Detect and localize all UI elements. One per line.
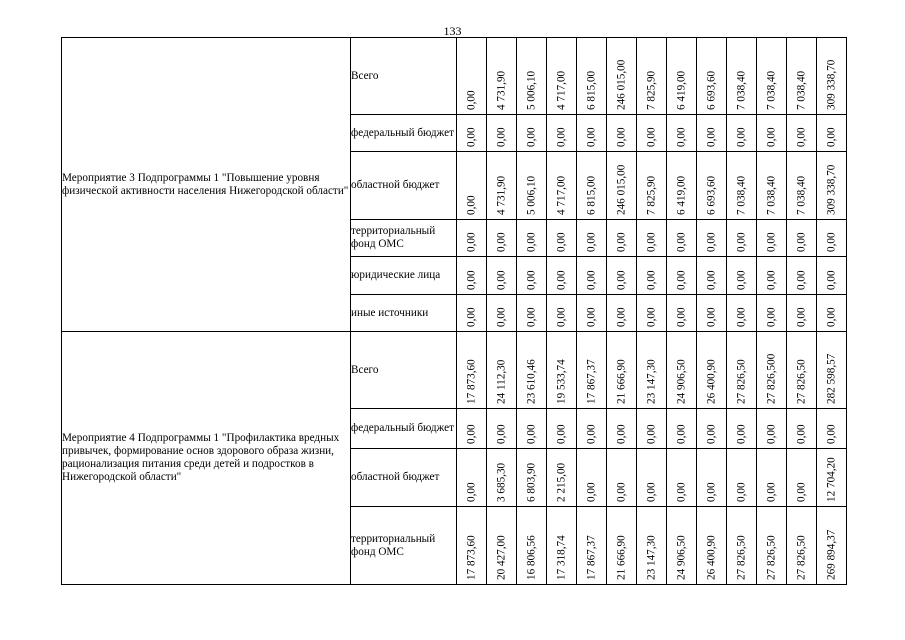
- amount-cell: [817, 152, 847, 220]
- amount-cell: [727, 38, 757, 115]
- amount-cell: [487, 152, 517, 220]
- amount-value: 0,00: [765, 482, 777, 502]
- amount-value: 0,00: [585, 232, 597, 252]
- amount-cell: [577, 449, 607, 507]
- amount-value: 7 038,40: [735, 175, 747, 215]
- amount-cell: [667, 449, 697, 507]
- amount-value: 7 038,40: [765, 70, 777, 110]
- amount-value: 0,00: [615, 307, 627, 327]
- amount-cell: [817, 115, 847, 152]
- amount-cell: [637, 409, 667, 449]
- amount-value: 0,00: [675, 270, 687, 290]
- amount-cell: [637, 38, 667, 115]
- amount-cell: [517, 449, 547, 507]
- amount-value: 0,00: [615, 232, 627, 252]
- amount-cell: [607, 332, 637, 409]
- amount-value: 19 533,74: [555, 359, 567, 404]
- amount-cell: [667, 220, 697, 257]
- amount-cell: [697, 507, 727, 585]
- amount-value: 0,00: [495, 127, 507, 147]
- amount-cell: [787, 152, 817, 220]
- amount-cell: [757, 152, 787, 220]
- amount-value: 0,00: [465, 127, 477, 147]
- amount-value: 4 717,00: [555, 175, 567, 215]
- amount-cell: [487, 507, 517, 585]
- amount-cell: [727, 409, 757, 449]
- amount-value: 6 419,00: [675, 70, 687, 110]
- amount-value: 0,00: [525, 270, 537, 290]
- amount-cell: [607, 449, 637, 507]
- amount-value: 0,00: [675, 232, 687, 252]
- amount-cell: [697, 38, 727, 115]
- amount-cell: [607, 38, 637, 115]
- amount-value: 0,00: [555, 424, 567, 444]
- amount-cell: [487, 449, 517, 507]
- amount-value: 0,00: [585, 307, 597, 327]
- amount-cell: [457, 115, 487, 152]
- amount-cell: [487, 257, 517, 295]
- amount-cell: [607, 220, 637, 257]
- amount-cell: [517, 220, 547, 257]
- amount-cell: [457, 507, 487, 585]
- amount-cell: [757, 507, 787, 585]
- amount-cell: [697, 152, 727, 220]
- amount-cell: [637, 257, 667, 295]
- amount-cell: [697, 332, 727, 409]
- amount-value: 0,00: [735, 482, 747, 502]
- amount-value: 0,00: [525, 307, 537, 327]
- amount-value: 26 400,90: [705, 535, 717, 580]
- amount-cell: [667, 507, 697, 585]
- amount-value: 0,00: [705, 270, 717, 290]
- amount-value: 0,00: [615, 482, 627, 502]
- amount-cell: [757, 449, 787, 507]
- amount-cell: [757, 409, 787, 449]
- amount-value: 0,00: [615, 424, 627, 444]
- amount-value: 0,00: [465, 307, 477, 327]
- table-row: [62, 38, 847, 115]
- amount-cell: [577, 38, 607, 115]
- amount-value: 0,00: [795, 270, 807, 290]
- amount-cell: [457, 295, 487, 332]
- amount-cell: [457, 257, 487, 295]
- amount-value: 27 826,50: [795, 359, 807, 404]
- amount-value: 26 400,90: [705, 359, 717, 404]
- amount-cell: [787, 332, 817, 409]
- amount-cell: [787, 257, 817, 295]
- amount-cell: [757, 115, 787, 152]
- amount-value: 0,00: [465, 195, 477, 215]
- amount-value: 7 038,40: [795, 70, 807, 110]
- amount-value: 4 731,90: [495, 70, 507, 110]
- page-number: 133: [443, 24, 462, 38]
- amount-cell: [697, 220, 727, 257]
- amount-cell: [757, 295, 787, 332]
- amount-value: 0,00: [795, 127, 807, 147]
- amount-value: 0,00: [705, 232, 717, 252]
- amount-value: 0,00: [765, 307, 777, 327]
- amount-value: 0,00: [585, 482, 597, 502]
- amount-cell: [457, 449, 487, 507]
- amount-cell: [637, 152, 667, 220]
- amount-value: 23 147,30: [645, 535, 657, 580]
- amount-value: 0,00: [675, 127, 687, 147]
- funding-source: территориальный фонд ОМС: [351, 220, 457, 257]
- amount-value: 0,00: [465, 424, 477, 444]
- amount-cell: [547, 152, 577, 220]
- amount-value: 246 015,00: [615, 59, 627, 110]
- amount-value: 0,00: [795, 232, 807, 252]
- amount-cell: [577, 295, 607, 332]
- amount-value: 0,00: [765, 127, 777, 147]
- amount-cell: [577, 115, 607, 152]
- amount-value: 0,00: [705, 127, 717, 147]
- amount-value: 21 666,90: [615, 359, 627, 404]
- amount-cell: [547, 257, 577, 295]
- amount-value: 0,00: [585, 127, 597, 147]
- amount-cell: [577, 257, 607, 295]
- amount-value: 0,00: [585, 424, 597, 444]
- amount-cell: [547, 220, 577, 257]
- amount-cell: [697, 409, 727, 449]
- amount-value: 3 685,30: [495, 462, 507, 502]
- amount-cell: [817, 449, 847, 507]
- amount-cell: [547, 449, 577, 507]
- amount-value: 17 318,74: [555, 535, 567, 580]
- amount-cell: [697, 295, 727, 332]
- amount-value: 0,00: [645, 127, 657, 147]
- amount-value: 0,00: [645, 424, 657, 444]
- amount-value: 0,00: [465, 482, 477, 502]
- amount-cell: [607, 295, 637, 332]
- amount-value: 0,00: [495, 307, 507, 327]
- amount-value: 6 803,90: [525, 462, 537, 502]
- amount-value: 0,00: [615, 270, 627, 290]
- amount-value: 0,00: [555, 127, 567, 147]
- amount-cell: [457, 409, 487, 449]
- amount-cell: [667, 38, 697, 115]
- amount-cell: [817, 332, 847, 409]
- measure-name: Мероприятие 3 Подпрограммы 1 "Повышение уровня физической активности населения Нижегородской области": [62, 38, 351, 332]
- amount-value: 0,00: [765, 270, 777, 290]
- amount-value: 7 038,40: [795, 175, 807, 215]
- amount-value: 0,00: [795, 307, 807, 327]
- amount-cell: [697, 115, 727, 152]
- amount-cell: [667, 332, 697, 409]
- amount-cell: [727, 220, 757, 257]
- amount-value: 27 826,50: [795, 535, 807, 580]
- amount-value: 0,00: [645, 307, 657, 327]
- amount-cell: [547, 507, 577, 585]
- amount-cell: [547, 295, 577, 332]
- amount-value: 0,00: [765, 232, 777, 252]
- amount-value: 21 666,90: [615, 535, 627, 580]
- amount-value: 17 867,37: [585, 535, 597, 580]
- amount-value: 0,00: [705, 482, 717, 502]
- amount-cell: [547, 115, 577, 152]
- amount-value: 0,00: [645, 232, 657, 252]
- amount-value: 0,00: [735, 307, 747, 327]
- amount-value: 0,00: [735, 424, 747, 444]
- amount-cell: [517, 332, 547, 409]
- amount-cell: [517, 115, 547, 152]
- amount-cell: [577, 152, 607, 220]
- amount-cell: [667, 295, 697, 332]
- amount-cell: [457, 38, 487, 115]
- amount-cell: [457, 332, 487, 409]
- amount-cell: [727, 507, 757, 585]
- amount-cell: [517, 257, 547, 295]
- amount-cell: [787, 38, 817, 115]
- amount-value: 246 015,00: [615, 164, 627, 215]
- amount-value: 7 038,40: [765, 175, 777, 215]
- amount-cell: [457, 220, 487, 257]
- amount-value: 0,00: [735, 127, 747, 147]
- amount-cell: [607, 409, 637, 449]
- amount-value: 0,00: [465, 270, 477, 290]
- amount-cell: [487, 332, 517, 409]
- amount-value: 309 338,70: [825, 59, 837, 110]
- funding-source: областной бюджет: [351, 152, 457, 220]
- amount-cell: [787, 295, 817, 332]
- amount-value: 27 826,50: [735, 535, 747, 580]
- amount-value: 7 038,40: [735, 70, 747, 110]
- amount-value: 0,00: [645, 270, 657, 290]
- amount-cell: [637, 449, 667, 507]
- amount-cell: [547, 38, 577, 115]
- amount-value: 0,00: [795, 482, 807, 502]
- amount-value: 0,00: [825, 232, 837, 252]
- amount-cell: [817, 38, 847, 115]
- amount-value: 27 826,50: [735, 359, 747, 404]
- amount-cell: [637, 332, 667, 409]
- amount-cell: [637, 220, 667, 257]
- amount-value: 17 867,37: [585, 359, 597, 404]
- amount-value: 0,00: [705, 424, 717, 444]
- amount-value: 6 693,60: [705, 175, 717, 215]
- amount-cell: [487, 38, 517, 115]
- amount-cell: [667, 115, 697, 152]
- amount-value: 282 598,57: [825, 353, 837, 404]
- amount-value: 0,00: [525, 232, 537, 252]
- amount-cell: [517, 409, 547, 449]
- amount-cell: [577, 507, 607, 585]
- amount-value: 0,00: [765, 424, 777, 444]
- amount-value: 17 873,60: [465, 535, 477, 580]
- amount-value: 0,00: [735, 270, 747, 290]
- amount-cell: [517, 152, 547, 220]
- amount-value: 0,00: [615, 127, 627, 147]
- amount-cell: [487, 115, 517, 152]
- amount-cell: [487, 409, 517, 449]
- amount-value: 5 006,10: [525, 70, 537, 110]
- funding-source: федеральный бюджет: [351, 115, 457, 152]
- amount-cell: [727, 449, 757, 507]
- amount-value: 16 806,56: [525, 535, 537, 580]
- amount-value: 0,00: [675, 424, 687, 444]
- funding-source: территориальный фонд ОМС: [351, 507, 457, 585]
- amount-cell: [577, 332, 607, 409]
- amount-value: 0,00: [675, 307, 687, 327]
- amount-cell: [577, 220, 607, 257]
- funding-source: федеральный бюджет: [351, 409, 457, 449]
- amount-value: 7 825,90: [645, 70, 657, 110]
- amount-cell: [787, 449, 817, 507]
- amount-cell: [757, 332, 787, 409]
- amount-cell: [547, 409, 577, 449]
- amount-value: 4 731,90: [495, 175, 507, 215]
- amount-cell: [577, 409, 607, 449]
- funding-table: [61, 37, 847, 585]
- amount-value: 0,00: [795, 424, 807, 444]
- amount-value: 2 215,00: [555, 462, 567, 502]
- amount-value: 6 419,00: [675, 175, 687, 215]
- amount-value: 0,00: [555, 232, 567, 252]
- amount-cell: [607, 152, 637, 220]
- amount-value: 0,00: [825, 424, 837, 444]
- amount-value: 24 112,30: [495, 359, 507, 404]
- amount-value: 5 006,10: [525, 175, 537, 215]
- amount-cell: [457, 152, 487, 220]
- amount-cell: [817, 295, 847, 332]
- amount-cell: [727, 152, 757, 220]
- amount-cell: [787, 507, 817, 585]
- funding-source: юридические лица: [351, 257, 457, 295]
- amount-value: 0,00: [465, 90, 477, 110]
- amount-cell: [727, 115, 757, 152]
- amount-cell: [517, 38, 547, 115]
- amount-cell: [817, 409, 847, 449]
- amount-value: 0,00: [495, 270, 507, 290]
- amount-cell: [487, 220, 517, 257]
- amount-cell: [757, 38, 787, 115]
- amount-cell: [667, 257, 697, 295]
- amount-cell: [607, 115, 637, 152]
- amount-value: 4 717,00: [555, 70, 567, 110]
- amount-cell: [637, 507, 667, 585]
- amount-value: 0,00: [525, 424, 537, 444]
- amount-cell: [727, 295, 757, 332]
- amount-value: 0,00: [555, 270, 567, 290]
- amount-value: 24 906,50: [675, 535, 687, 580]
- table-row: [62, 332, 847, 409]
- funding-source: областной бюджет: [351, 449, 457, 507]
- amount-value: 0,00: [825, 270, 837, 290]
- amount-cell: [817, 257, 847, 295]
- amount-cell: [637, 295, 667, 332]
- amount-value: 0,00: [525, 127, 537, 147]
- amount-value: 6 693,60: [705, 70, 717, 110]
- amount-value: 0,00: [645, 482, 657, 502]
- amount-value: 24 906,50: [675, 359, 687, 404]
- amount-cell: [637, 115, 667, 152]
- amount-value: 0,00: [495, 232, 507, 252]
- amount-value: 0,00: [825, 307, 837, 327]
- amount-cell: [547, 332, 577, 409]
- amount-value: 0,00: [585, 270, 597, 290]
- amount-value: 0,00: [825, 127, 837, 147]
- amount-value: 6 815,00: [585, 70, 597, 110]
- amount-cell: [787, 409, 817, 449]
- amount-cell: [667, 152, 697, 220]
- amount-value: 0,00: [555, 307, 567, 327]
- measure-name: Мероприятие 4 Подпрограммы 1 "Профилактика вредных привычек, формирование основ здорового образа жизни, рационализация питания среди детей и подростков в Нижегородской области": [62, 332, 351, 585]
- amount-value: 0,00: [705, 307, 717, 327]
- amount-value: 27 826,500: [765, 353, 777, 404]
- amount-value: 12 704,20: [825, 457, 837, 502]
- funding-source: Всего: [351, 38, 457, 115]
- amount-value: 17 873,60: [465, 359, 477, 404]
- amount-value: 0,00: [735, 232, 747, 252]
- amount-cell: [667, 409, 697, 449]
- amount-value: 309 338,70: [825, 164, 837, 215]
- amount-value: 7 825,90: [645, 175, 657, 215]
- amount-cell: [727, 257, 757, 295]
- amount-cell: [817, 507, 847, 585]
- funding-source: иные источники: [351, 295, 457, 332]
- amount-cell: [517, 295, 547, 332]
- amount-cell: [787, 220, 817, 257]
- amount-cell: [757, 257, 787, 295]
- amount-cell: [697, 257, 727, 295]
- amount-cell: [787, 115, 817, 152]
- amount-cell: [487, 295, 517, 332]
- amount-value: 27 826,50: [765, 535, 777, 580]
- amount-value: 6 815,00: [585, 175, 597, 215]
- amount-value: 0,00: [675, 482, 687, 502]
- amount-cell: [607, 257, 637, 295]
- funding-source: Всего: [351, 332, 457, 409]
- amount-cell: [607, 507, 637, 585]
- amount-cell: [697, 449, 727, 507]
- amount-value: 0,00: [495, 424, 507, 444]
- amount-value: 23 610,46: [525, 359, 537, 404]
- amount-cell: [517, 507, 547, 585]
- amount-cell: [757, 220, 787, 257]
- amount-value: 23 147,30: [645, 359, 657, 404]
- amount-value: 269 894,37: [825, 529, 837, 580]
- amount-cell: [727, 332, 757, 409]
- amount-value: 20 427,00: [495, 535, 507, 580]
- amount-cell: [817, 220, 847, 257]
- amount-value: 0,00: [465, 232, 477, 252]
